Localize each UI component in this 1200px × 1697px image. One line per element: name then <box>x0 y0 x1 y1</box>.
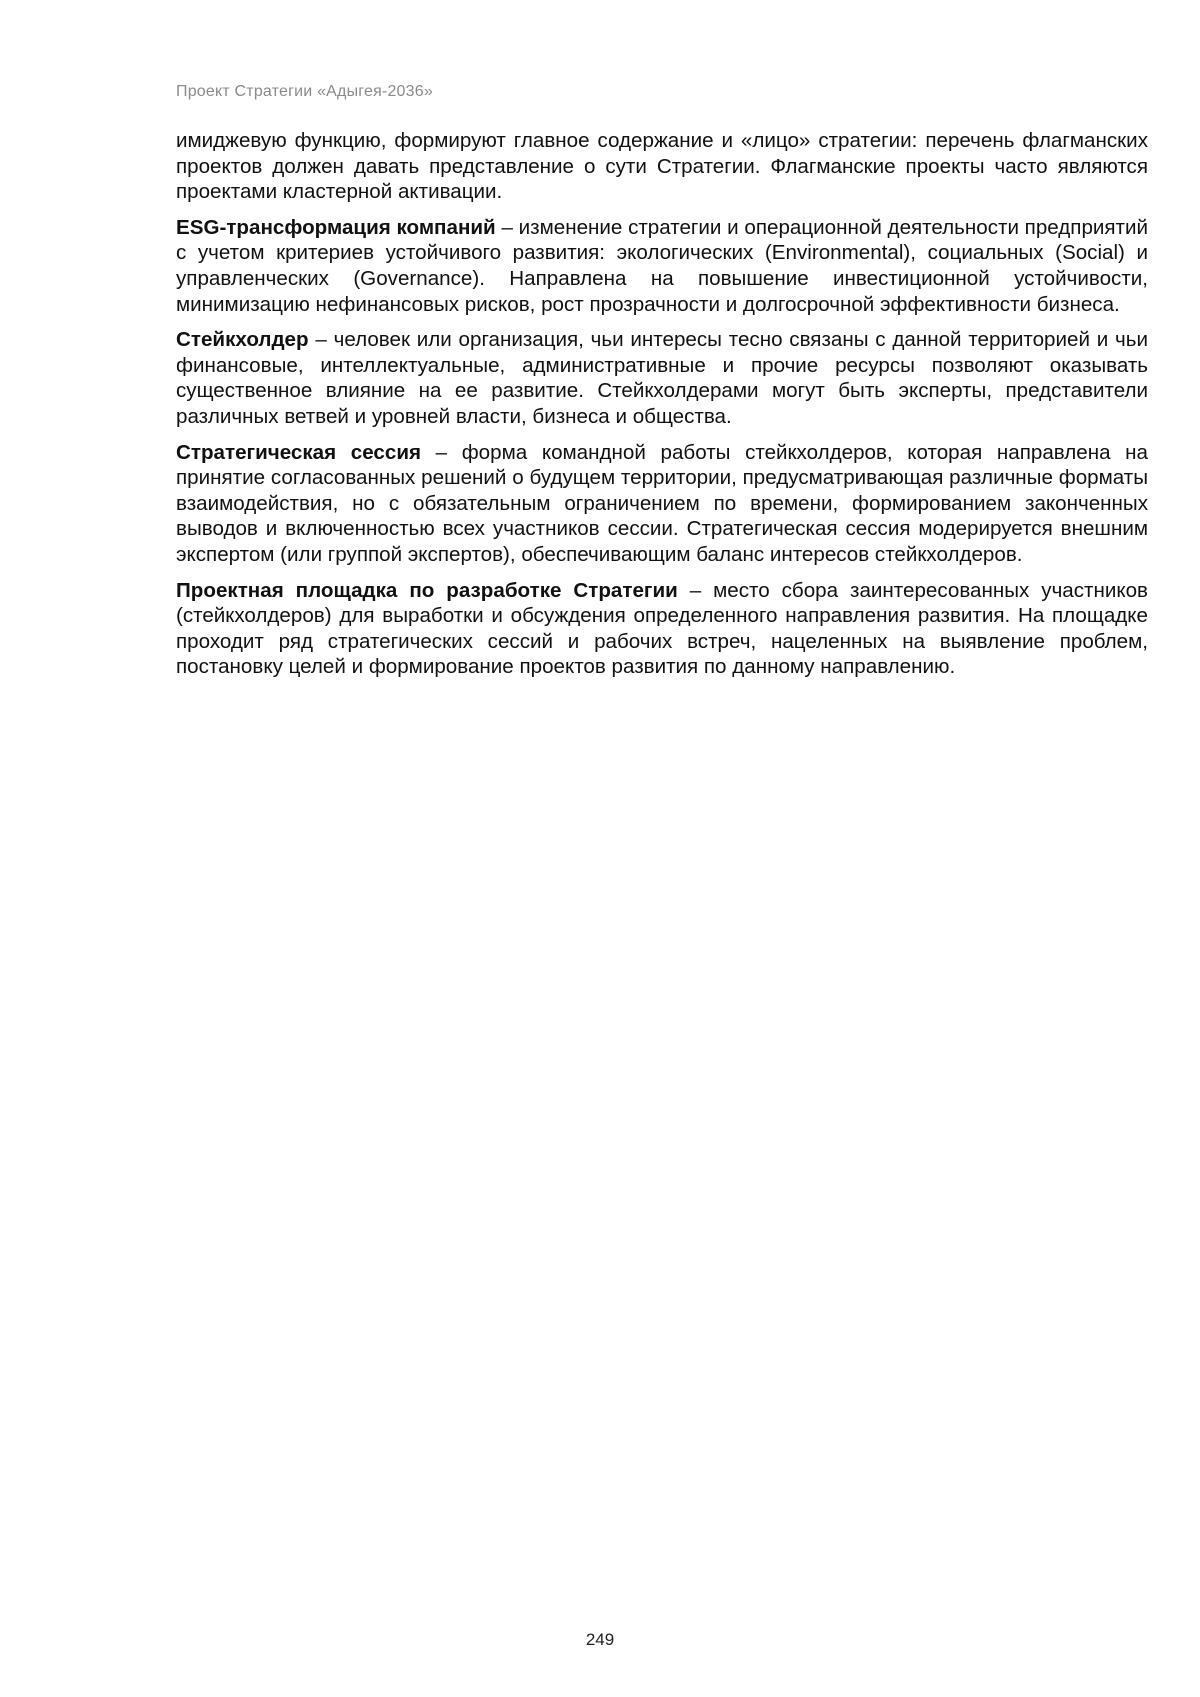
document-body <box>176 128 1148 690</box>
definition-text: – место сбора заинтересованных участников (стейкхолдеров) для выработки и обсуждения определенного направления развития. На площадке проходит ряд стратегических сессий и рабочих встреч, нацеленных на выявление проблем, постановку целей и формирование проектов развития по данному направлению. <box>176 578 1148 679</box>
paragraph-text: имиджевую функцию, формируют главное содержание и «лицо» стратегии: перечень флагманских проектов должен давать представление о сути Стратегии. Флагманские проекты часто являются проектами кластерной активации. <box>176 129 1148 204</box>
running-header: Проект Стратегии «Адыгея-2036» <box>176 83 433 100</box>
definition-esg-transformation <box>176 215 1148 317</box>
definition-term: Стейкхолдер <box>176 328 309 352</box>
definition-term: Стратегическая сессия <box>176 440 421 464</box>
definition-text: – форма командной работы стейкхолдеров, которая направлена на принятие согласованных решений о будущем территории, предусматривающая различные форматы взаимодействия, но с обязательным ограничением по времени, формированием законченных выводов и включенностью всех участников сессии. Стратегическая сессия модерируется внешним экспертом (или группой экспертов), обеспечивающим баланс интересов стейкхолдеров. <box>176 440 1148 566</box>
definition-term: ESG-трансформация компаний <box>176 215 496 239</box>
page-number: 249 <box>585 1630 615 1649</box>
definition-stakeholder <box>176 327 1148 429</box>
definition-project-platform <box>176 578 1148 680</box>
definition-strategic-session <box>176 440 1148 568</box>
definition-text: – человек или организация, чьи интересы тесно связаны с данной территорией и чьи финансовые, интеллектуальные, административные и прочие ресурсы позволяют оказывать существенное влияние на ее развитие. Стейкхолдерами могут быть эксперты, представители различных ветвей и уровней власти, бизнеса и общества. <box>176 328 1148 428</box>
paragraph-continuation <box>176 128 1148 205</box>
definition-text: – изменение стратегии и операционной деятельности предприятий с учетом критериев устойчивого развития: экологических (Environmental), социальных (Social) и управленческих (Governance). Направлена на повышение инвестиционной устойчивости, минимизацию нефинансовых рисков, рост прозрачности и долгосрочной эффективности бизнеса. <box>176 215 1148 316</box>
definition-term: Проектная площадка по разработке Стратегии <box>176 578 678 602</box>
